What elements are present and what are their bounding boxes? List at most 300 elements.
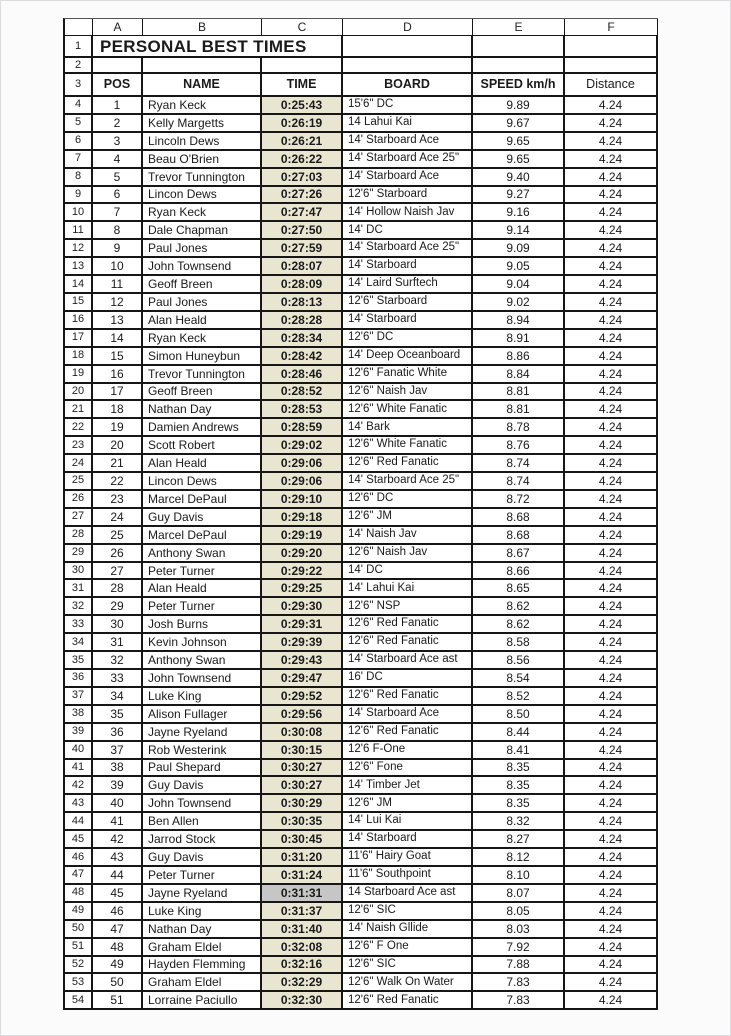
- cell-name[interactable]: Graham Eldel: [143, 974, 262, 992]
- cell-distance[interactable]: 4.24: [565, 974, 658, 992]
- cell-speed[interactable]: 8.67: [473, 545, 565, 563]
- header-pos[interactable]: POS: [93, 74, 143, 97]
- cell-distance[interactable]: 4.24: [565, 867, 658, 885]
- row-header-49[interactable]: 49: [65, 903, 93, 921]
- cell-distance[interactable]: 4.24: [565, 151, 658, 169]
- cell-name[interactable]: Anthony Swan: [143, 652, 262, 670]
- cell-name[interactable]: Kelly Margetts: [143, 115, 262, 133]
- cell-pos[interactable]: 12: [93, 294, 143, 312]
- cell-time[interactable]: 0:29:56: [262, 706, 343, 724]
- cell-pos[interactable]: 39: [93, 777, 143, 795]
- cell-board[interactable]: 11'6" Hairy Goat: [343, 849, 473, 867]
- cell-board[interactable]: 14' Starboard: [343, 831, 473, 849]
- cell-time[interactable]: 0:32:16: [262, 957, 343, 975]
- cell-speed[interactable]: 8.72: [473, 491, 565, 509]
- row-header-22[interactable]: 22: [65, 419, 93, 437]
- cell-time[interactable]: 0:29:02: [262, 437, 343, 455]
- cell-time[interactable]: 0:29:19: [262, 527, 343, 545]
- cell-name[interactable]: Jarrod Stock: [143, 831, 262, 849]
- cell-speed[interactable]: 8.65: [473, 580, 565, 598]
- cell-board[interactable]: 12'6" Fone: [343, 760, 473, 778]
- cell-distance[interactable]: 4.24: [565, 330, 658, 348]
- cell-time[interactable]: 0:25:43: [262, 97, 343, 115]
- cell-distance[interactable]: 4.24: [565, 903, 658, 921]
- cell-time[interactable]: 0:28:46: [262, 366, 343, 384]
- cell-name[interactable]: Trevor Tunnington: [143, 366, 262, 384]
- cell-speed[interactable]: 8.91: [473, 330, 565, 348]
- cell-pos[interactable]: 11: [93, 276, 143, 294]
- cell-distance[interactable]: 4.24: [565, 724, 658, 742]
- cell-name[interactable]: Josh Burns: [143, 616, 262, 634]
- row-header-53[interactable]: 53: [65, 974, 93, 992]
- cell-distance[interactable]: 4.24: [565, 169, 658, 187]
- cell-D2-empty[interactable]: [343, 58, 473, 74]
- cell-speed[interactable]: 8.56: [473, 652, 565, 670]
- cell-time[interactable]: 0:29:20: [262, 545, 343, 563]
- cell-distance[interactable]: 4.24: [565, 258, 658, 276]
- cell-board[interactable]: 14' Starboard: [343, 312, 473, 330]
- cell-name[interactable]: Peter Turner: [143, 563, 262, 581]
- cell-board[interactable]: 12'6" Red Fanatic: [343, 634, 473, 652]
- cell-F2-empty[interactable]: [565, 58, 658, 74]
- cell-speed[interactable]: 8.74: [473, 455, 565, 473]
- cell-time[interactable]: 0:31:37: [262, 903, 343, 921]
- cell-pos[interactable]: 50: [93, 974, 143, 992]
- cell-name[interactable]: Paul Jones: [143, 240, 262, 258]
- cell-pos[interactable]: 7: [93, 204, 143, 222]
- cell-speed[interactable]: 7.83: [473, 992, 565, 1010]
- row-header-51[interactable]: 51: [65, 939, 93, 957]
- cell-distance[interactable]: 4.24: [565, 992, 658, 1010]
- header-speed[interactable]: SPEED km/h: [473, 74, 565, 97]
- cell-pos[interactable]: 42: [93, 831, 143, 849]
- row-header-43[interactable]: 43: [65, 795, 93, 813]
- cell-time[interactable]: 0:30:15: [262, 742, 343, 760]
- cell-pos[interactable]: 25: [93, 527, 143, 545]
- cell-speed[interactable]: 8.62: [473, 616, 565, 634]
- cell-time[interactable]: 0:29:25: [262, 580, 343, 598]
- cell-distance[interactable]: 4.24: [565, 276, 658, 294]
- cell-time[interactable]: 0:27:26: [262, 187, 343, 205]
- cell-name[interactable]: Anthony Swan: [143, 545, 262, 563]
- row-header-32[interactable]: 32: [65, 598, 93, 616]
- cell-board[interactable]: 12'6" F One: [343, 939, 473, 957]
- cell-distance[interactable]: 4.24: [565, 419, 658, 437]
- row-header-35[interactable]: 35: [65, 652, 93, 670]
- cell-time[interactable]: 0:28:28: [262, 312, 343, 330]
- cell-speed[interactable]: 8.86: [473, 348, 565, 366]
- cell-pos[interactable]: 38: [93, 760, 143, 778]
- cell-speed[interactable]: 9.40: [473, 169, 565, 187]
- cell-B2-empty[interactable]: [143, 58, 262, 74]
- column-header-B[interactable]: B: [143, 19, 262, 36]
- cell-speed[interactable]: 8.50: [473, 706, 565, 724]
- row-header-26[interactable]: 26: [65, 491, 93, 509]
- cell-time[interactable]: 0:27:59: [262, 240, 343, 258]
- cell-speed[interactable]: 8.41: [473, 742, 565, 760]
- cell-name[interactable]: Peter Turner: [143, 867, 262, 885]
- cell-speed[interactable]: 8.62: [473, 598, 565, 616]
- cell-time[interactable]: 0:29:18: [262, 509, 343, 527]
- cell-name[interactable]: Alan Heald: [143, 312, 262, 330]
- cell-speed[interactable]: 8.68: [473, 527, 565, 545]
- cell-board[interactable]: 12'6" Red Fanatic: [343, 992, 473, 1010]
- cell-pos[interactable]: 6: [93, 187, 143, 205]
- cell-name[interactable]: Ryan Keck: [143, 97, 262, 115]
- row-header-17[interactable]: 17: [65, 330, 93, 348]
- row-header-6[interactable]: 6: [65, 133, 93, 151]
- cell-board[interactable]: 14' Laird Surftech: [343, 276, 473, 294]
- cell-speed[interactable]: 9.67: [473, 115, 565, 133]
- cell-name[interactable]: Simon Huneybun: [143, 348, 262, 366]
- cell-board[interactable]: 14' Starboard Ace 25": [343, 151, 473, 169]
- cell-board[interactable]: 12'6" Naish Jav: [343, 384, 473, 402]
- cell-speed[interactable]: 9.89: [473, 97, 565, 115]
- row-header-15[interactable]: 15: [65, 294, 93, 312]
- cell-board[interactable]: 14' Starboard Ace: [343, 133, 473, 151]
- cell-distance[interactable]: 4.24: [565, 312, 658, 330]
- cell-board[interactable]: 14 Lahui Kai: [343, 115, 473, 133]
- cell-board[interactable]: 14' Starboard Ace 25": [343, 240, 473, 258]
- cell-time[interactable]: 0:28:34: [262, 330, 343, 348]
- cell-distance[interactable]: 4.24: [565, 670, 658, 688]
- cell-pos[interactable]: 26: [93, 545, 143, 563]
- cell-name[interactable]: Alan Heald: [143, 580, 262, 598]
- cell-time[interactable]: 0:29:52: [262, 688, 343, 706]
- cell-board[interactable]: 12'6" White Fanatic: [343, 437, 473, 455]
- cell-name[interactable]: Peter Turner: [143, 598, 262, 616]
- cell-time[interactable]: 0:29:06: [262, 455, 343, 473]
- row-header-21[interactable]: 21: [65, 401, 93, 419]
- column-header-F[interactable]: F: [565, 19, 658, 36]
- cell-distance[interactable]: 4.24: [565, 545, 658, 563]
- cell-distance[interactable]: 4.24: [565, 777, 658, 795]
- cell-board[interactable]: 12'6" Red Fanatic: [343, 455, 473, 473]
- cell-speed[interactable]: 8.35: [473, 777, 565, 795]
- row-header-3[interactable]: 3: [65, 74, 93, 97]
- cell-time[interactable]: 0:27:50: [262, 222, 343, 240]
- cell-pos[interactable]: 27: [93, 563, 143, 581]
- cell-name[interactable]: Hayden Flemming: [143, 957, 262, 975]
- cell-time[interactable]: 0:30:35: [262, 813, 343, 831]
- cell-board[interactable]: 12'6" SIC: [343, 957, 473, 975]
- cell-time[interactable]: 0:31:40: [262, 921, 343, 939]
- row-header-38[interactable]: 38: [65, 706, 93, 724]
- cell-time[interactable]: 0:29:31: [262, 616, 343, 634]
- cell-board[interactable]: 14' Starboard: [343, 258, 473, 276]
- cell-C2-empty[interactable]: [262, 58, 343, 74]
- cell-time[interactable]: 0:31:31: [262, 885, 343, 903]
- cell-speed[interactable]: 8.78: [473, 419, 565, 437]
- row-header-1[interactable]: 1: [65, 36, 93, 58]
- cell-distance[interactable]: 4.24: [565, 366, 658, 384]
- cell-name[interactable]: Graham Eldel: [143, 939, 262, 957]
- header-time[interactable]: TIME: [262, 74, 343, 97]
- cell-distance[interactable]: 4.24: [565, 598, 658, 616]
- cell-name[interactable]: Scott Robert: [143, 437, 262, 455]
- cell-name[interactable]: Guy Davis: [143, 509, 262, 527]
- row-header-46[interactable]: 46: [65, 849, 93, 867]
- cell-board[interactable]: 12'6" Walk On Water: [343, 974, 473, 992]
- cell-pos[interactable]: 47: [93, 921, 143, 939]
- cell-speed[interactable]: 8.52: [473, 688, 565, 706]
- cell-pos[interactable]: 36: [93, 724, 143, 742]
- cell-time[interactable]: 0:29:22: [262, 563, 343, 581]
- cell-name[interactable]: Nathan Day: [143, 401, 262, 419]
- cell-time[interactable]: 0:32:30: [262, 992, 343, 1010]
- cell-board[interactable]: 12'6" JM: [343, 795, 473, 813]
- cell-time[interactable]: 0:27:03: [262, 169, 343, 187]
- cell-board[interactable]: 12'6" DC: [343, 491, 473, 509]
- cell-speed[interactable]: 9.09: [473, 240, 565, 258]
- cell-board[interactable]: 14' Timber Jet: [343, 777, 473, 795]
- cell-time[interactable]: 0:27:47: [262, 204, 343, 222]
- row-header-27[interactable]: 27: [65, 509, 93, 527]
- cell-time[interactable]: 0:29:10: [262, 491, 343, 509]
- cell-distance[interactable]: 4.24: [565, 527, 658, 545]
- row-header-14[interactable]: 14: [65, 276, 93, 294]
- cell-distance[interactable]: 4.24: [565, 688, 658, 706]
- cell-distance[interactable]: 4.24: [565, 849, 658, 867]
- cell-distance[interactable]: 4.24: [565, 97, 658, 115]
- cell-time[interactable]: 0:30:08: [262, 724, 343, 742]
- row-header-28[interactable]: 28: [65, 527, 93, 545]
- cell-time[interactable]: 0:28:07: [262, 258, 343, 276]
- cell-distance[interactable]: 4.24: [565, 795, 658, 813]
- cell-board[interactable]: 12'6" SIC: [343, 903, 473, 921]
- row-header-12[interactable]: 12: [65, 240, 93, 258]
- cell-pos[interactable]: 14: [93, 330, 143, 348]
- column-header-D[interactable]: D: [343, 19, 473, 36]
- cell-speed[interactable]: 8.07: [473, 885, 565, 903]
- row-header-47[interactable]: 47: [65, 867, 93, 885]
- cell-speed[interactable]: 9.04: [473, 276, 565, 294]
- cell-speed[interactable]: 8.54: [473, 670, 565, 688]
- cell-name[interactable]: Lincoln Dews: [143, 133, 262, 151]
- cell-pos[interactable]: 45: [93, 885, 143, 903]
- row-header-40[interactable]: 40: [65, 742, 93, 760]
- cell-pos[interactable]: 8: [93, 222, 143, 240]
- cell-time[interactable]: 0:29:39: [262, 634, 343, 652]
- cell-speed[interactable]: 9.16: [473, 204, 565, 222]
- cell-speed[interactable]: 9.14: [473, 222, 565, 240]
- cell-time[interactable]: 0:26:22: [262, 151, 343, 169]
- row-header-20[interactable]: 20: [65, 384, 93, 402]
- row-header-39[interactable]: 39: [65, 724, 93, 742]
- cell-distance[interactable]: 4.24: [565, 634, 658, 652]
- cell-speed[interactable]: 8.76: [473, 437, 565, 455]
- cell-speed[interactable]: 8.74: [473, 473, 565, 491]
- cell-name[interactable]: John Townsend: [143, 258, 262, 276]
- cell-speed[interactable]: 8.81: [473, 401, 565, 419]
- row-header-25[interactable]: 25: [65, 473, 93, 491]
- cell-name[interactable]: Dale Chapman: [143, 222, 262, 240]
- cell-board[interactable]: 14' Hollow Naish Jav: [343, 204, 473, 222]
- cell-pos[interactable]: 22: [93, 473, 143, 491]
- cell-distance[interactable]: 4.24: [565, 957, 658, 975]
- row-header-44[interactable]: 44: [65, 813, 93, 831]
- cell-time[interactable]: 0:29:06: [262, 473, 343, 491]
- cell-name[interactable]: Nathan Day: [143, 921, 262, 939]
- row-header-11[interactable]: 11: [65, 222, 93, 240]
- cell-name[interactable]: Marcel DePaul: [143, 527, 262, 545]
- cell-pos[interactable]: 35: [93, 706, 143, 724]
- cell-name[interactable]: Alison Fullager: [143, 706, 262, 724]
- cell-pos[interactable]: 18: [93, 401, 143, 419]
- cell-time[interactable]: 0:30:29: [262, 795, 343, 813]
- cell-board[interactable]: 12'6" Naish Jav: [343, 545, 473, 563]
- cell-speed[interactable]: 7.88: [473, 957, 565, 975]
- cell-D1-empty[interactable]: [343, 36, 473, 58]
- cell-distance[interactable]: 4.24: [565, 204, 658, 222]
- row-header-23[interactable]: 23: [65, 437, 93, 455]
- cell-pos[interactable]: 40: [93, 795, 143, 813]
- cell-distance[interactable]: 4.24: [565, 187, 658, 205]
- row-header-52[interactable]: 52: [65, 957, 93, 975]
- cell-time[interactable]: 0:28:42: [262, 348, 343, 366]
- cell-pos[interactable]: 10: [93, 258, 143, 276]
- column-header-A[interactable]: A: [93, 19, 143, 36]
- cell-board[interactable]: 14' Naish Jav: [343, 527, 473, 545]
- row-header-19[interactable]: 19: [65, 366, 93, 384]
- cell-time[interactable]: 0:26:21: [262, 133, 343, 151]
- cell-board[interactable]: 14' Bark: [343, 419, 473, 437]
- cell-distance[interactable]: 4.24: [565, 455, 658, 473]
- cell-board[interactable]: 12'6" Starboard: [343, 294, 473, 312]
- row-header-34[interactable]: 34: [65, 634, 93, 652]
- cell-pos[interactable]: 5: [93, 169, 143, 187]
- cell-board[interactable]: 14' Starboard Ace ast: [343, 652, 473, 670]
- cell-name[interactable]: Jayne Ryeland: [143, 724, 262, 742]
- cell-name[interactable]: Luke King: [143, 903, 262, 921]
- cell-pos[interactable]: 20: [93, 437, 143, 455]
- cell-distance[interactable]: 4.24: [565, 706, 658, 724]
- row-header-30[interactable]: 30: [65, 563, 93, 581]
- cell-name[interactable]: John Townsend: [143, 670, 262, 688]
- cell-distance[interactable]: 4.24: [565, 509, 658, 527]
- cell-name[interactable]: Lincon Dews: [143, 473, 262, 491]
- cell-name[interactable]: Paul Jones: [143, 294, 262, 312]
- cell-distance[interactable]: 4.24: [565, 222, 658, 240]
- row-header-4[interactable]: 4: [65, 97, 93, 115]
- cell-distance[interactable]: 4.24: [565, 760, 658, 778]
- cell-distance[interactable]: 4.24: [565, 294, 658, 312]
- cell-pos[interactable]: 19: [93, 419, 143, 437]
- cell-name[interactable]: Beau O'Brien: [143, 151, 262, 169]
- cell-board[interactable]: 12'6" Red Fanatic: [343, 616, 473, 634]
- cell-speed[interactable]: 7.83: [473, 974, 565, 992]
- row-header-16[interactable]: 16: [65, 312, 93, 330]
- cell-distance[interactable]: 4.24: [565, 616, 658, 634]
- cell-pos[interactable]: 23: [93, 491, 143, 509]
- cell-distance[interactable]: 4.24: [565, 580, 658, 598]
- cell-board[interactable]: 14' Starboard Ace 25": [343, 473, 473, 491]
- cell-F1-empty[interactable]: [565, 36, 658, 58]
- cell-distance[interactable]: 4.24: [565, 437, 658, 455]
- cell-board[interactable]: 14' Naish Gllide: [343, 921, 473, 939]
- cell-name[interactable]: Marcel DePaul: [143, 491, 262, 509]
- cell-speed[interactable]: 9.27: [473, 187, 565, 205]
- cell-name[interactable]: Trevor Tunnington: [143, 169, 262, 187]
- cell-board[interactable]: 14' DC: [343, 222, 473, 240]
- cell-name[interactable]: Damien Andrews: [143, 419, 262, 437]
- cell-speed[interactable]: 8.12: [473, 849, 565, 867]
- cell-name[interactable]: Alan Heald: [143, 455, 262, 473]
- cell-pos[interactable]: 16: [93, 366, 143, 384]
- row-header-5[interactable]: 5: [65, 115, 93, 133]
- cell-speed[interactable]: 8.44: [473, 724, 565, 742]
- cell-distance[interactable]: 4.24: [565, 384, 658, 402]
- cell-distance[interactable]: 4.24: [565, 813, 658, 831]
- row-header-36[interactable]: 36: [65, 670, 93, 688]
- column-header-C[interactable]: C: [262, 19, 343, 36]
- cell-pos[interactable]: 43: [93, 849, 143, 867]
- cell-board[interactable]: 12'6 F-One: [343, 742, 473, 760]
- cell-distance[interactable]: 4.24: [565, 240, 658, 258]
- cell-A2-empty[interactable]: [93, 58, 143, 74]
- cell-time[interactable]: 0:30:27: [262, 760, 343, 778]
- row-header-50[interactable]: 50: [65, 921, 93, 939]
- cell-pos[interactable]: 46: [93, 903, 143, 921]
- cell-distance[interactable]: 4.24: [565, 348, 658, 366]
- cell-pos[interactable]: 49: [93, 957, 143, 975]
- cell-pos[interactable]: 28: [93, 580, 143, 598]
- cell-time[interactable]: 0:31:20: [262, 849, 343, 867]
- cell-pos[interactable]: 32: [93, 652, 143, 670]
- header-name[interactable]: NAME: [143, 74, 262, 97]
- cell-distance[interactable]: 4.24: [565, 491, 658, 509]
- cell-speed[interactable]: 9.05: [473, 258, 565, 276]
- cell-board[interactable]: 14' Lui Kai: [343, 813, 473, 831]
- cell-pos[interactable]: 44: [93, 867, 143, 885]
- cell-board[interactable]: 12'6" Starboard: [343, 187, 473, 205]
- cell-name[interactable]: Luke King: [143, 688, 262, 706]
- cell-speed[interactable]: 9.65: [473, 151, 565, 169]
- header-distance[interactable]: Distance: [565, 74, 658, 97]
- cell-distance[interactable]: 4.24: [565, 921, 658, 939]
- cell-pos[interactable]: 17: [93, 384, 143, 402]
- cell-board[interactable]: 14' Starboard Ace: [343, 169, 473, 187]
- cell-board[interactable]: 12'6" DC: [343, 330, 473, 348]
- cell-time[interactable]: 0:29:30: [262, 598, 343, 616]
- row-header-45[interactable]: 45: [65, 831, 93, 849]
- row-header-31[interactable]: 31: [65, 580, 93, 598]
- cell-speed[interactable]: 9.65: [473, 133, 565, 151]
- cell-pos[interactable]: 34: [93, 688, 143, 706]
- cell-speed[interactable]: 7.92: [473, 939, 565, 957]
- cell-distance[interactable]: 4.24: [565, 831, 658, 849]
- cell-speed[interactable]: 8.27: [473, 831, 565, 849]
- cell-name[interactable]: Ben Allen: [143, 813, 262, 831]
- cell-speed[interactable]: 8.68: [473, 509, 565, 527]
- cell-name[interactable]: John Townsend: [143, 795, 262, 813]
- cell-speed[interactable]: 8.94: [473, 312, 565, 330]
- cell-speed[interactable]: 8.32: [473, 813, 565, 831]
- column-header-E[interactable]: E: [473, 19, 565, 36]
- cell-time[interactable]: 0:29:47: [262, 670, 343, 688]
- cell-pos[interactable]: 33: [93, 670, 143, 688]
- cell-board[interactable]: 12'6" JM: [343, 509, 473, 527]
- cell-board[interactable]: 14' DC: [343, 563, 473, 581]
- row-header-41[interactable]: 41: [65, 760, 93, 778]
- cell-pos[interactable]: 48: [93, 939, 143, 957]
- cell-speed[interactable]: 9.02: [473, 294, 565, 312]
- cell-distance[interactable]: 4.24: [565, 652, 658, 670]
- cell-board[interactable]: 12'6" White Fanatic: [343, 401, 473, 419]
- row-header-10[interactable]: 10: [65, 204, 93, 222]
- cell-name[interactable]: Geoff Breen: [143, 276, 262, 294]
- cell-E1-empty[interactable]: [473, 36, 565, 58]
